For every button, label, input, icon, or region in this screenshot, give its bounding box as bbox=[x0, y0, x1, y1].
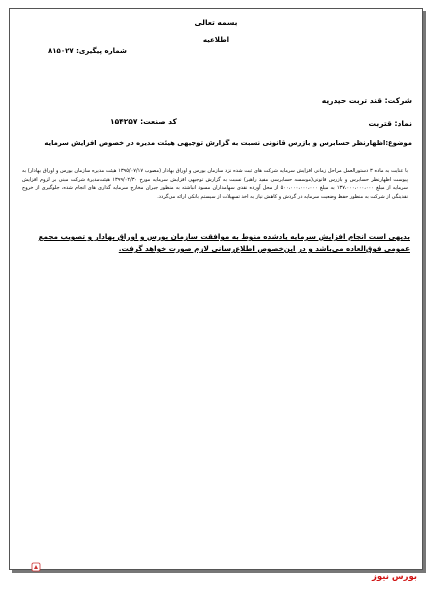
industry-code: کد صنعت: ۱۵۴۲۵۷ bbox=[110, 117, 177, 126]
ticker-symbol: نماد: قتربت bbox=[368, 119, 412, 128]
document-title: اطلاعیه bbox=[202, 36, 230, 44]
source-logo: بورس نیوز bbox=[372, 572, 417, 582]
company-name: شرکت: قند تربت حیدریه bbox=[321, 96, 412, 105]
highlighted-note: بدیهی است انجام افزایش سرمایه یادشده منوط به موافقت سازمان بورس و اوراق بهادار و تصویب مجمع عمومی فوق‌العاده می‌باشد و در این‌خصوص اطلاع‌رسانی لازم صورت خواهد گرفت. bbox=[38, 232, 410, 253]
tracking-number: شماره پیگیری: ۸۱۵۰۲۷ bbox=[48, 47, 127, 55]
document-header-basmala: بسمه تعالی bbox=[194, 18, 238, 27]
seal-icon bbox=[31, 562, 41, 572]
announcement-document bbox=[9, 8, 423, 570]
body-paragraph-text: با عنایت به ماده ۳ دستورالعمل مراحل زمانی افزایش سرمایه شرکت های ثبت شده نزد سازمان بورس و اوراق بهادار (مصوب ۱۳۹۵/۰۷/۱۷ هیئت مدیره سازمان بورس و اوراق بهادار) به پیوست اظهارنظر حسابرس و بازرس قانونی(موسسه حسابرسی مفید راهبر) نسبت به گزارش توجیهی افزایش سرمایه مورخ ۱۳۹۹/۰۲/۳۰ هیئت‌مدیرۀ شرکت مبنی بر لزوم افزایش سرمایه از مبلغ ۱۳۷،۰۰۰،۰۰۰،۰۰۰ به مبلغ ۵۰۰،۰۰۰،۰۰۰،۰۰۰ از محل آورده نقدی سهامداران مسود انباشته به منظور جبران مخارج سرمایه گذاری های انجام شده، جلوگیری از خروج نقدینگی از شرکت به منظور حفظ وضعیت سرمایه در گردش و کاهش نیاز به اخذ تسهیلات از سیستم بانکی ارائه می‌گردد. bbox=[22, 168, 408, 201]
subject-line: موضوع:اظهارنظر حسابرس و بازرس قانونی نسبت به گزارش توجیهی هیئت مدیره در خصوص افزایش سرمایه bbox=[44, 139, 412, 147]
body-paragraph bbox=[22, 167, 408, 202]
